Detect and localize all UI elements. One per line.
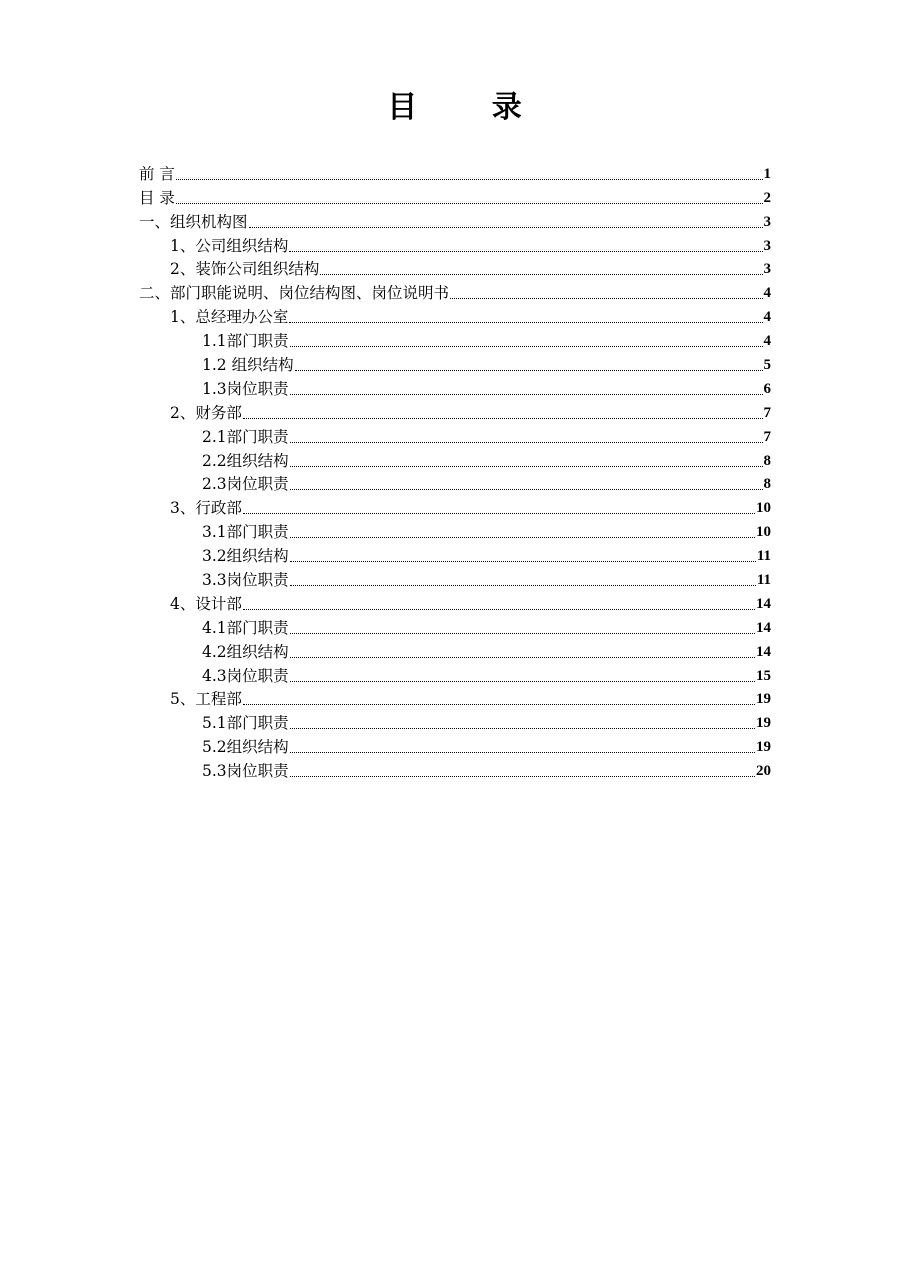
toc-dot-leader xyxy=(290,585,756,586)
toc-entry-label: 3.2组织结构 xyxy=(202,547,289,566)
toc-entry-label: 1.2 组织结构 xyxy=(202,356,294,375)
toc-entry[interactable] xyxy=(139,686,771,710)
toc-entry[interactable] xyxy=(139,733,771,757)
toc-dot-leader xyxy=(320,274,762,275)
toc-entry-page-number: 8 xyxy=(763,476,771,493)
toc-entry[interactable] xyxy=(139,256,771,280)
toc-entry-page-number: 4 xyxy=(763,309,771,326)
toc-entry-page-number: 20 xyxy=(756,763,771,780)
toc-entry[interactable] xyxy=(139,447,771,471)
table-of-contents xyxy=(139,160,771,781)
toc-entry-label: 前 言 xyxy=(139,164,175,183)
toc-entry-label: 3、行政部 xyxy=(170,499,242,518)
toc-entry-label: 5.1部门职责 xyxy=(202,714,289,733)
toc-dot-leader xyxy=(290,537,755,538)
toc-dot-leader xyxy=(290,728,755,729)
toc-entry-label: 1.3岗位职责 xyxy=(202,379,289,398)
toc-entry[interactable] xyxy=(139,303,771,327)
toc-entry-label: 4.2组织结构 xyxy=(202,642,289,661)
toc-entry[interactable] xyxy=(139,494,771,518)
toc-entry-label: 1、总经理办公室 xyxy=(170,308,289,327)
toc-entry-label: 目 录 xyxy=(139,188,175,207)
toc-entry[interactable] xyxy=(139,614,771,638)
toc-dot-leader xyxy=(243,513,755,514)
toc-dot-leader xyxy=(290,442,763,443)
toc-dot-leader xyxy=(290,776,755,777)
toc-entry-page-number: 3 xyxy=(763,237,771,254)
toc-entry-label: 1.1部门职责 xyxy=(202,332,289,351)
toc-entry[interactable] xyxy=(139,757,771,781)
page-title: 目 录 xyxy=(387,90,554,125)
toc-entry-label: 2.1部门职责 xyxy=(202,427,289,446)
toc-entry[interactable] xyxy=(139,662,771,686)
toc-entry[interactable] xyxy=(139,518,771,542)
toc-entry[interactable] xyxy=(139,279,771,303)
toc-entry-label: 4、设计部 xyxy=(170,594,242,613)
toc-dot-leader xyxy=(249,227,763,228)
toc-dot-leader xyxy=(290,657,755,658)
toc-entry-page-number: 4 xyxy=(763,333,771,350)
toc-entry[interactable] xyxy=(139,232,771,256)
toc-dot-leader xyxy=(176,203,763,204)
toc-entry-label: 2、装饰公司组织结构 xyxy=(170,260,320,279)
toc-entry-label: 2.2组织结构 xyxy=(202,451,289,470)
toc-entry-page-number: 7 xyxy=(763,428,771,445)
toc-dot-leader xyxy=(290,681,755,682)
toc-entry-page-number: 19 xyxy=(756,739,771,756)
toc-entry-page-number: 10 xyxy=(756,500,771,517)
toc-entry-label: 5.3岗位职责 xyxy=(202,762,289,781)
toc-dot-leader xyxy=(290,489,763,490)
toc-entry-page-number: 5 xyxy=(763,357,771,374)
toc-entry-page-number: 11 xyxy=(756,572,771,589)
toc-entry-label: 4.1部门职责 xyxy=(202,618,289,637)
toc-entry[interactable] xyxy=(139,566,771,590)
toc-dot-leader xyxy=(290,752,755,753)
toc-entry-page-number: 10 xyxy=(756,524,771,541)
toc-entry[interactable] xyxy=(139,638,771,662)
toc-entry[interactable] xyxy=(139,590,771,614)
toc-entry[interactable] xyxy=(139,208,771,232)
toc-entry[interactable] xyxy=(139,399,771,423)
toc-entry[interactable] xyxy=(139,709,771,733)
toc-entry-page-number: 8 xyxy=(763,452,771,469)
toc-entry[interactable] xyxy=(139,375,771,399)
toc-entry-page-number: 1 xyxy=(763,165,771,182)
toc-entry-page-number: 2 xyxy=(763,189,771,206)
toc-entry-page-number: 14 xyxy=(756,643,771,660)
toc-dot-leader xyxy=(450,298,762,299)
toc-dot-leader xyxy=(290,346,763,347)
toc-dot-leader xyxy=(243,609,755,610)
toc-entry-page-number: 6 xyxy=(763,380,771,397)
toc-entry-label: 1、公司组织结构 xyxy=(170,236,289,255)
toc-dot-leader xyxy=(290,394,763,395)
toc-entry-label: 3.3岗位职责 xyxy=(202,571,289,590)
toc-entry[interactable] xyxy=(139,471,771,495)
toc-entry-label: 5、工程部 xyxy=(170,690,242,709)
toc-entry[interactable] xyxy=(139,351,771,375)
toc-dot-leader xyxy=(290,633,755,634)
toc-entry-label: 3.1部门职责 xyxy=(202,523,289,542)
toc-entry-label: 二、部门职能说明、岗位结构图、岗位说明书 xyxy=(139,284,450,303)
toc-entry-label: 一、组织机构图 xyxy=(139,212,248,231)
toc-dot-leader xyxy=(289,322,762,323)
toc-dot-leader xyxy=(290,561,756,562)
toc-dot-leader xyxy=(295,370,763,371)
toc-entry[interactable] xyxy=(139,423,771,447)
toc-dot-leader xyxy=(243,418,763,419)
toc-entry-page-number: 19 xyxy=(756,691,771,708)
toc-dot-leader xyxy=(289,251,762,252)
toc-entry[interactable] xyxy=(139,327,771,351)
toc-entry-label: 5.2组织结构 xyxy=(202,738,289,757)
toc-entry-page-number: 3 xyxy=(763,213,771,230)
toc-entry-label: 4.3岗位职责 xyxy=(202,666,289,685)
toc-entry-label: 2、财务部 xyxy=(170,403,242,422)
toc-dot-leader xyxy=(290,466,763,467)
toc-entry[interactable] xyxy=(139,542,771,566)
toc-entry-page-number: 4 xyxy=(763,285,771,302)
toc-entry[interactable] xyxy=(139,160,771,184)
toc-entry-page-number: 19 xyxy=(756,715,771,732)
toc-entry-page-number: 15 xyxy=(756,667,771,684)
toc-entry-page-number: 7 xyxy=(763,404,771,421)
toc-entry-page-number: 14 xyxy=(756,619,771,636)
toc-entry-page-number: 11 xyxy=(756,548,771,565)
toc-dot-leader xyxy=(176,179,763,180)
toc-entry-label: 2.3岗位职责 xyxy=(202,475,289,494)
toc-dot-leader xyxy=(243,704,755,705)
toc-entry-page-number: 3 xyxy=(763,261,771,278)
toc-entry[interactable] xyxy=(139,184,771,208)
toc-entry-page-number: 14 xyxy=(756,595,771,612)
